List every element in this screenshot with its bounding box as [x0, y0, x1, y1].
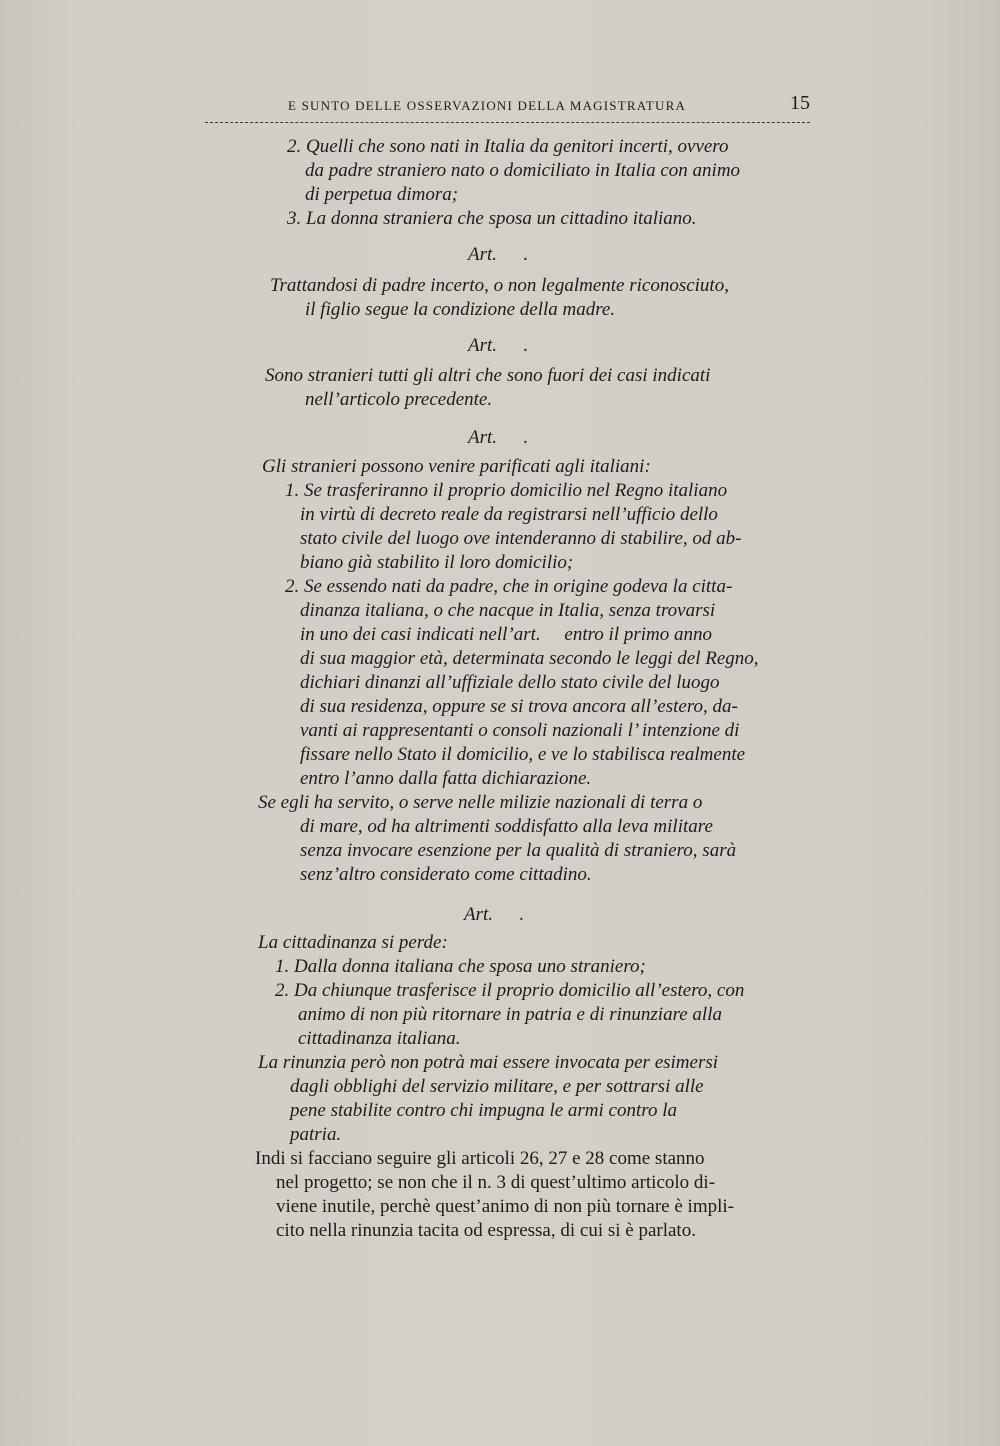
article-heading: Art. .: [468, 335, 528, 356]
text-line: da padre straniero nato o domiciliato in Italia con animo: [305, 160, 741, 181]
text-line: stato civile del luogo ove intenderanno di stabilire, od ab-: [300, 528, 742, 549]
text-line: cittadinanza italiana.: [298, 1028, 461, 1049]
text-line: Indi si facciano seguire gli articoli 26, 27 e 28 come stanno: [255, 1148, 705, 1169]
text-line: biano già stabilito il loro domicilio;: [300, 552, 574, 573]
article-heading: Art. .: [468, 427, 528, 448]
text-line: pene stabilite contro chi impugna le armi contro la: [290, 1100, 677, 1121]
text-line: La cittadinanza si perde:: [258, 932, 448, 953]
text-line: di perpetua dimora;: [305, 184, 459, 205]
text-line: dichiari dinanzi all’uffiziale dello stato civile del luogo: [300, 672, 720, 693]
page-number: 15: [790, 92, 810, 114]
text-line: 2. Quelli che sono nati in Italia da genitori incerti, ovvero: [287, 136, 729, 157]
running-header: [288, 92, 810, 120]
text-line: senz’altro considerato come cittadino.: [300, 864, 592, 885]
header-title: E SUNTO DELLE OSSERVAZIONI DELLA MAGISTRATURA: [288, 98, 687, 113]
text-line: cito nella rinunzia tacita od espressa, di cui si è parlato.: [276, 1220, 696, 1241]
article-heading: Art. .: [468, 244, 528, 265]
text-line: dinanza italiana, o che nacque in Italia, senza trovarsi: [300, 600, 716, 621]
text-line: di mare, od ha altrimenti soddisfatto alla leva militare: [300, 816, 713, 837]
text-line: 3. La donna straniera che sposa un cittadino italiano.: [287, 208, 697, 229]
text-line: di sua maggior età, determinata secondo le leggi del Regno,: [300, 648, 759, 669]
article-heading: Art. .: [464, 904, 524, 925]
text-line: La rinunzia però non potrà mai essere invocata per esimersi: [258, 1052, 719, 1073]
text-line: animo di non più ritornare in patria e di rinunziare alla: [298, 1004, 722, 1025]
text-line: entro l’anno dalla fatta dichiarazione.: [300, 768, 592, 789]
text-line: vanti ai rappresentanti o consoli nazionali l’ intenzione di: [300, 720, 740, 741]
text-line: fissare nello Stato il domicilio, e ve lo stabilisca realmente: [300, 744, 746, 765]
text-line: Sono stranieri tutti gli altri che sono fuori dei casi indicati: [265, 365, 711, 386]
header-rule: [205, 122, 810, 123]
text-line: senza invocare esenzione per la qualità di straniero, sarà: [300, 840, 737, 861]
text-line: patria.: [290, 1124, 342, 1145]
text-line: 2. Da chiunque trasferisce il proprio domicilio all’estero, con: [275, 980, 745, 1001]
text-line: nell’articolo precedente.: [305, 389, 493, 410]
text-line: viene inutile, perchè quest’animo di non più tornare è impli-: [276, 1196, 734, 1217]
text-line: 1. Se trasferiranno il proprio domicilio nel Regno italiano: [285, 480, 728, 501]
text-line: di sua residenza, oppure se si trova ancora all’estero, da-: [300, 696, 738, 717]
text-line: Trattandosi di padre incerto, o non legalmente riconosciuto,: [270, 275, 729, 296]
text-line: dagli obblighi del servizio militare, e per sottrarsi alle: [290, 1076, 704, 1097]
text-line: Gli stranieri possono venire parificati agli italiani:: [262, 456, 651, 477]
text-line: 1. Dalla donna italiana che sposa uno straniero;: [275, 956, 646, 977]
text-line: il figlio segue la condizione della madre.: [305, 299, 616, 320]
text-line: nel progetto; se non che il n. 3 di quest’ultimo articolo di-: [276, 1172, 716, 1193]
text-line: 2. Se essendo nati da padre, che in origine godeva la citta-: [285, 576, 733, 597]
text-line: in virtù di decreto reale da registrarsi nell’ufficio dello: [300, 504, 718, 525]
text-line: Se egli ha servito, o serve nelle milizie nazionali di terra o: [258, 792, 703, 813]
text-line: in uno dei casi indicati nell’art. entro il primo anno: [300, 624, 712, 645]
